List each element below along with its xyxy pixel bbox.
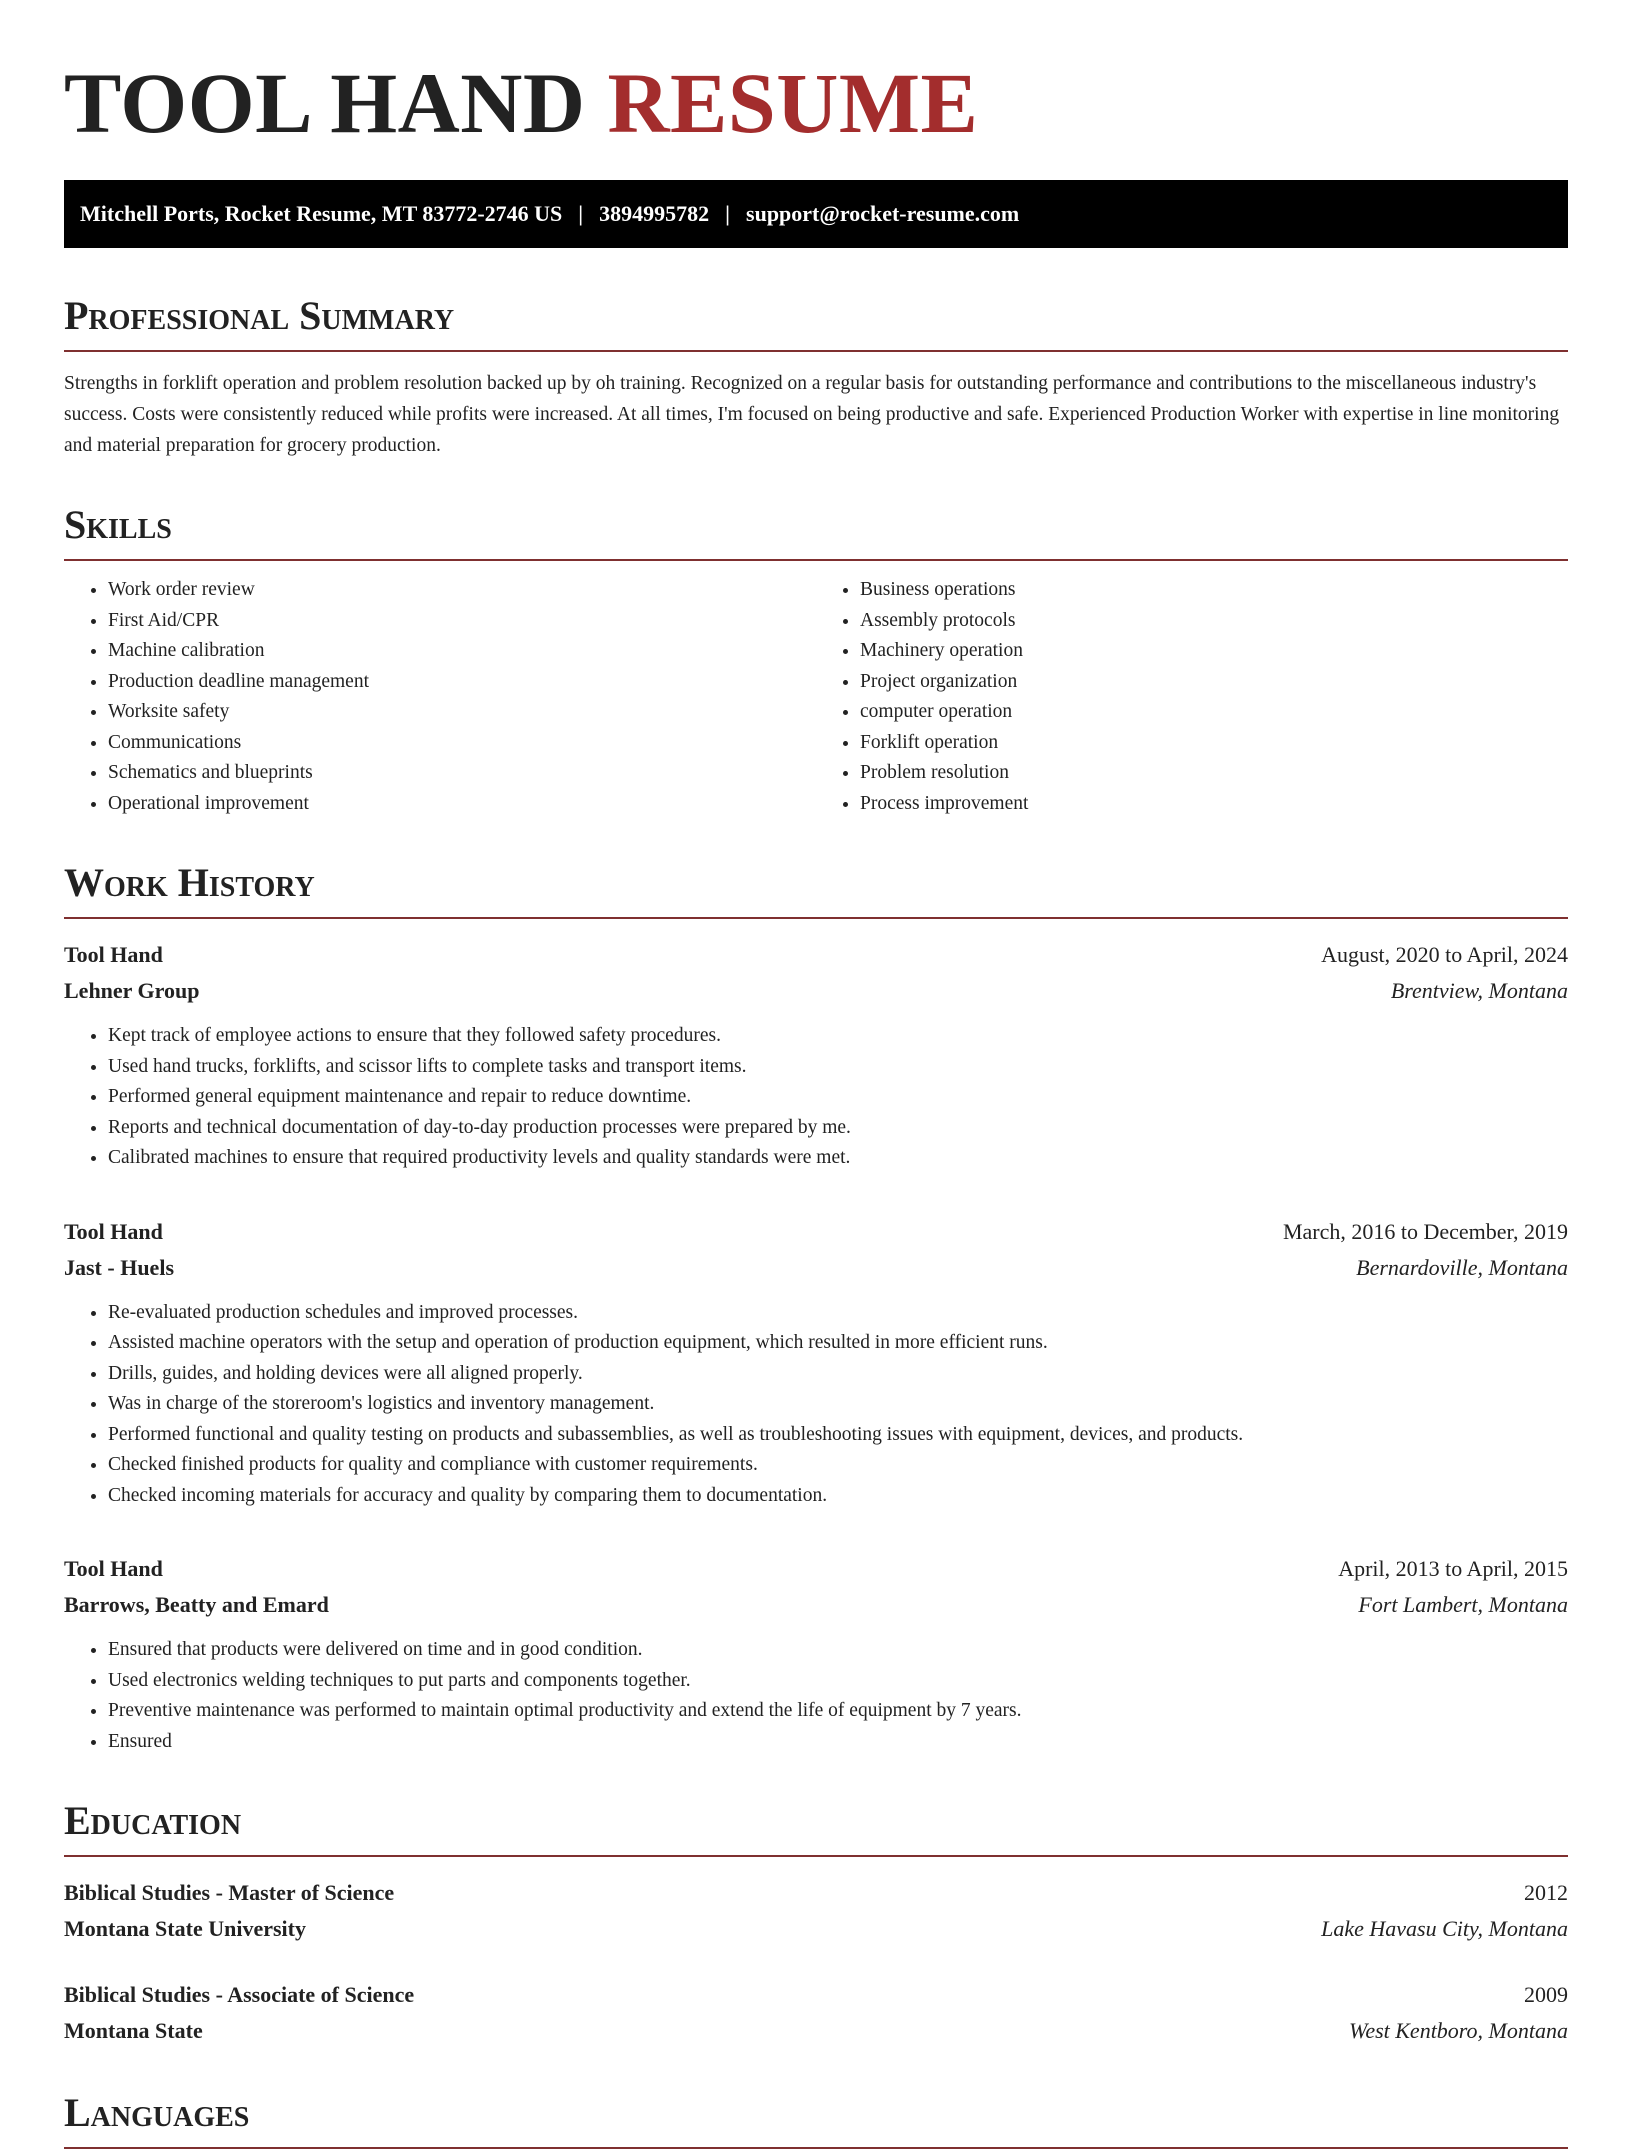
job-header-row <box>64 937 1568 973</box>
job-duty: • Calibrated machines to ensure that required productivity levels and quality standards were met. <box>108 1143 1568 1174</box>
job-company: Barrows, Beatty and Emard <box>64 1592 329 1617</box>
skill-item: • Worksite safety <box>108 697 816 728</box>
languages-heading: Languages <box>64 2093 1568 2149</box>
contact-separator: | <box>725 201 731 226</box>
skill-item: • Assembly protocols <box>860 606 1568 637</box>
job-company-row <box>64 1587 1568 1623</box>
skills-list-right <box>816 575 1568 819</box>
skill-item: • Machine calibration <box>108 636 816 667</box>
skills-heading: Skills <box>64 505 1568 561</box>
resume-title <box>64 55 1568 151</box>
job-title: Tool Hand <box>64 942 163 967</box>
skill-item: • First Aid/CPR <box>108 606 816 637</box>
job-duty: • Re-evaluated production schedules and improved processes. <box>108 1298 1568 1329</box>
job-duties <box>64 1021 1568 1174</box>
job-duty: • Used electronics welding techniques to put parts and components together. <box>108 1666 1568 1697</box>
skill-item: • Operational improvement <box>108 789 816 820</box>
job-entry <box>64 1551 1568 1757</box>
education-header-row <box>64 1875 1568 1911</box>
education-entry <box>64 1977 1568 2049</box>
job-company: Jast - Huels <box>64 1254 174 1280</box>
contact-bar <box>64 180 1568 248</box>
job-duty: • Drills, guides, and holding devices were all aligned properly. <box>108 1359 1568 1390</box>
skill-item: • Problem resolution <box>860 758 1568 789</box>
education-school: Montana State <box>64 2018 203 2043</box>
job-duty: • Reports and technical documentation of day-to-day production processes were prepared by me. <box>108 1113 1568 1144</box>
job-duty: • Checked incoming materials for accuracy and quality by comparing them to documentation. <box>108 1481 1568 1512</box>
job-duties <box>64 1298 1568 1512</box>
job-duty: • Checked finished products for quality and compliance with customer requirements. <box>108 1450 1568 1481</box>
skill-item: • computer operation <box>860 697 1568 728</box>
skill-item: • Production deadline management <box>108 667 816 698</box>
job-entry <box>64 1214 1568 1512</box>
job-duty: • Assisted machine operators with the setup and operation of production equipment, which resulted in more efficient runs. <box>108 1328 1568 1359</box>
job-duty: • Ensured that products were delivered on time and in good condition. <box>108 1635 1568 1666</box>
job-dates: April, 2013 to April, 2015 <box>1338 1556 1568 1581</box>
summary-text: Strengths in forklift operation and problem resolution backed up by oh training. Recognized on a regular basis for outstanding performance and contributions to the miscellaneous industry's success. Costs were consistently reduced while profits were increased. At all times, I'm focused on being productive and safe. Experienced Production Worker with expertise in line monitoring and material preparation for grocery production. <box>64 373 1560 456</box>
languages-section <box>64 2090 1568 2149</box>
job-duty: • Ensured <box>108 1727 1568 1758</box>
job-duty: • Performed functional and quality testing on products and subassemblies, as well as troubleshooting issues with equipment, devices, and products. <box>108 1420 1568 1451</box>
education-year: 2012 <box>1524 1880 1568 1905</box>
job-header-row <box>64 1551 1568 1587</box>
job-duties <box>64 1635 1568 1757</box>
skills-list-left <box>64 575 816 819</box>
job-dates: August, 2020 to April, 2024 <box>1321 942 1568 967</box>
education-year: 2009 <box>1524 1982 1568 2007</box>
job-title: Tool Hand <box>64 1556 163 1581</box>
education-degree: Biblical Studies - Master of Science <box>64 1880 395 1905</box>
education-heading: Education <box>64 1801 1568 1857</box>
contact-separator: | <box>578 201 584 226</box>
skill-item: • Forklift operation <box>860 728 1568 759</box>
skills-columns <box>64 575 1568 819</box>
title-accent: RESUME <box>607 55 979 151</box>
job-company-row <box>64 1250 1568 1286</box>
title-main: TOOL HAND <box>64 55 586 151</box>
job-duty: • Kept track of employee actions to ensure that they followed safety procedures. <box>108 1021 1568 1052</box>
skill-item: • Work order review <box>108 575 816 606</box>
skill-item: • Business operations <box>860 575 1568 606</box>
contact-address: Mitchell Ports, Rocket Resume, MT 83772-2746 US <box>80 201 563 226</box>
skill-item: • Schematics and blueprints <box>108 758 816 789</box>
job-duty: • Used hand trucks, forklifts, and scissor lifts to complete tasks and transport items. <box>108 1052 1568 1083</box>
skill-item: • Machinery operation <box>860 636 1568 667</box>
education-location: Lake Havasu City, Montana <box>1321 1916 1568 1941</box>
work-history-section <box>64 860 1568 1757</box>
job-duty: • Performed general equipment maintenance and repair to reduce downtime. <box>108 1082 1568 1113</box>
education-school-row <box>64 2013 1568 2049</box>
education-school: Montana State University <box>64 1916 306 1941</box>
skills-section <box>64 502 1568 819</box>
job-location: Fort Lambert, Montana <box>1358 1592 1568 1617</box>
contact-phone: 3894995782 <box>599 201 710 226</box>
job-location: Brentview, Montana <box>1390 978 1568 1003</box>
job-header-row <box>64 1214 1568 1250</box>
education-degree: Biblical Studies - Associate of Science <box>64 1982 415 2007</box>
job-duty: • Preventive maintenance was performed to maintain optimal productivity and extend the life of equipment by 7 years. <box>108 1696 1568 1727</box>
education-entry <box>64 1875 1568 1947</box>
education-school-row <box>64 1911 1568 1947</box>
work-history-heading: Work History <box>64 863 1568 919</box>
job-dates: March, 2016 to December, 2019 <box>1282 1218 1568 1244</box>
education-header-row <box>64 1977 1568 2013</box>
education-location: West Kentboro, Montana <box>1349 2018 1568 2043</box>
skill-item: • Process improvement <box>860 789 1568 820</box>
contact-email: support@rocket-resume.com <box>746 201 1020 226</box>
job-title: Tool Hand <box>64 1218 163 1244</box>
summary-heading: Professional Summary <box>64 296 1568 352</box>
education-section <box>64 1798 1568 2049</box>
job-duty: • Was in charge of the storeroom's logistics and inventory management. <box>108 1389 1568 1420</box>
skill-item: • Project organization <box>860 667 1568 698</box>
skill-item: • Communications <box>108 728 816 759</box>
job-company-row <box>64 973 1568 1009</box>
job-entry <box>64 937 1568 1174</box>
summary-section <box>64 293 1568 461</box>
job-company: Lehner Group <box>64 978 200 1003</box>
job-location: Bernardoville, Montana <box>1356 1254 1568 1280</box>
